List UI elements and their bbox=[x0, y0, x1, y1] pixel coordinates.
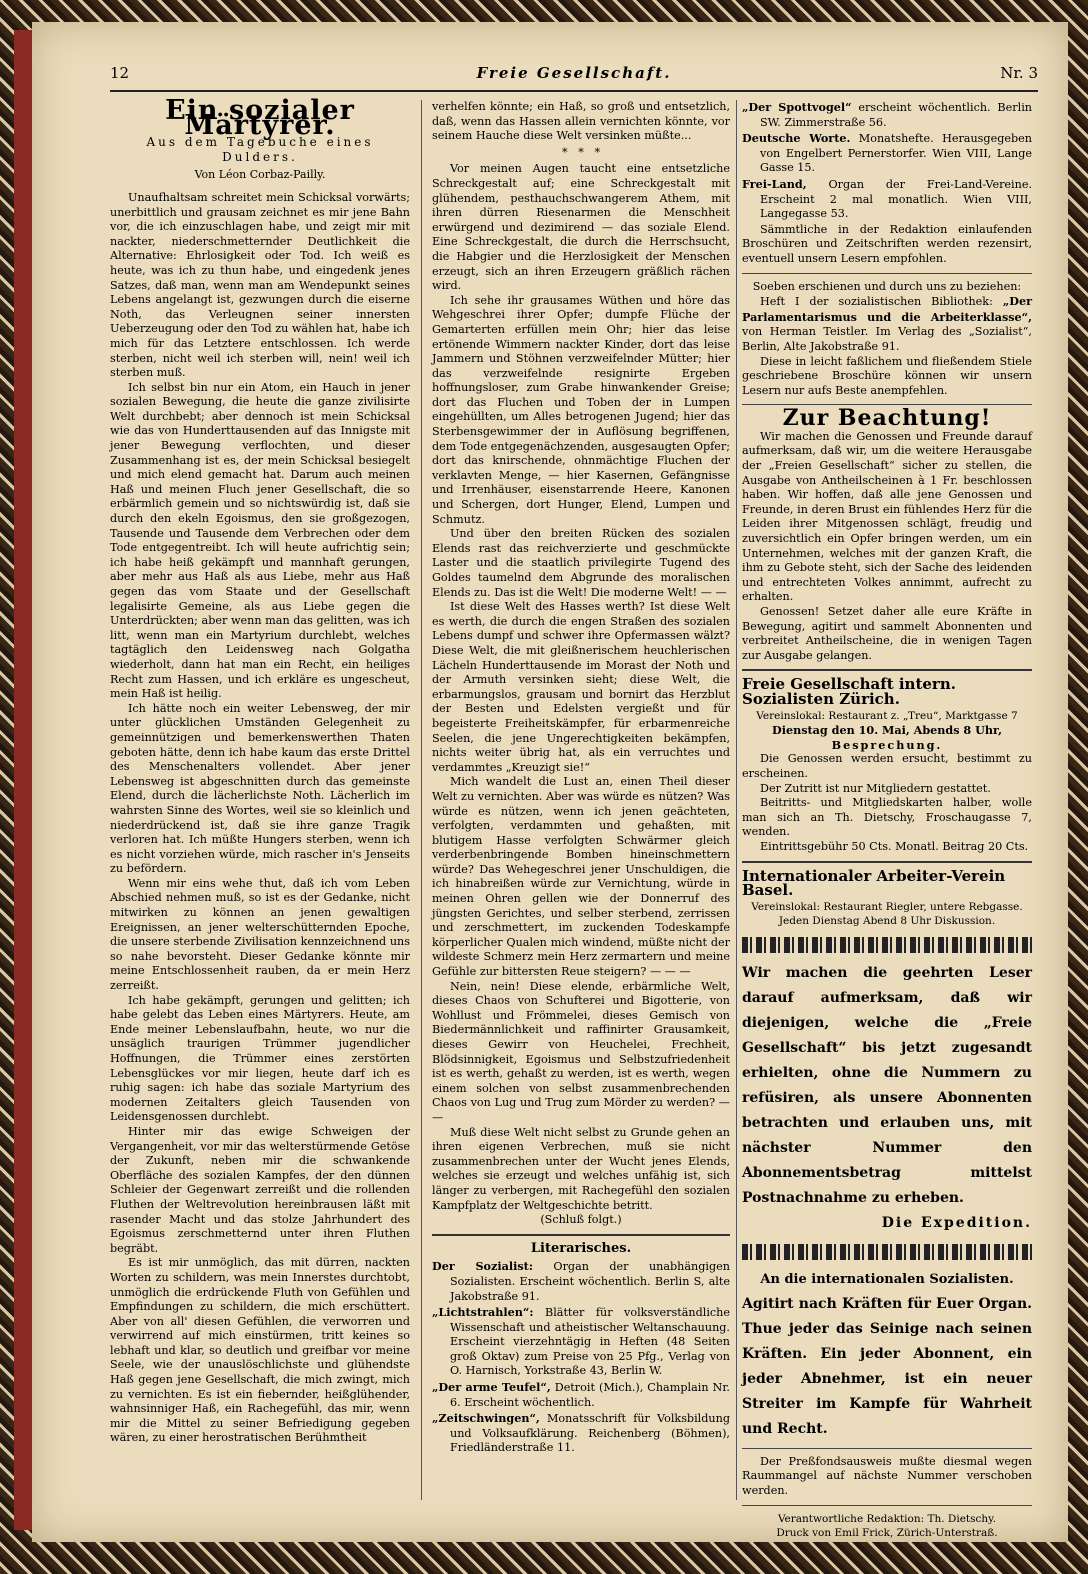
paragraph: Hinter mir das ewige Schweigen der Vergangenheit, vor mir das welterstürmende Getöse der Zukunft, neben mir die schwankende Oberfläche des sozialen Kampfes, der den dünnen Schleier der Gegenwart zerreißt und die rollenden Fluthen der Weltrevolution hereinbrausen läßt mit rasender Macht und das stolze Jahrhundert des Egoismus zerschmetternd unter ihren Fluthen begräbt. bbox=[110, 1124, 410, 1255]
paragraph: verhelfen könnte; ein Haß, so groß und entsetzlich, daß, wenn das Hassen allein vernichten könnte, vor seinem Hauche diese Welt versinken müßte... bbox=[432, 100, 730, 143]
meeting-text: Beitritts- und Mitgliedskarten halber, wolle man sich an Th. Dietschy, Froschaugasse 7, wenden. bbox=[742, 796, 1032, 839]
paragraph: Es ist mir unmöglich, das mit dürren, nackten Worten zu schildern, was mein Innerstes durchtobt, unmöglich die erdrückende Fluth von Gefühlen und Empfindungen zu schildern, die mich erschüttert. Aber von all' diesen Gefühlen, die verworren und verwirrend auf mich einstürmen, tritt keines so lebhaft und klar, so deutlich und greifbar vor meine Seele, wie der unauslöschlichste und glühendste Haß gegen jene Gesellschaft, die mich zwingt, mich zu vernichten. Es ist ein fiebernder, heißglühender, wahnsinniger Haß, ein Rachegefühl, das mir, wenn mir die Mittel zu seiner Befriedigung gegeben wären, zu einer herostratischen Berühmtheit bbox=[110, 1256, 410, 1445]
notice-text: Heft I der sozialistischen Bibliothek: „Der Parlamentarismus und die Arbeiterklasse“, von Herman Teistler. Im Verlag des „Sozialist“, Berlin, Alte Jakobstraße 91. bbox=[742, 294, 1032, 353]
notice-lead: Soeben erschienen und durch uns zu beziehen: bbox=[752, 279, 1022, 293]
paragraph: Mich wandelt die Lust an, einen Theil dieser Welt zu vernichten. Aber was würde es nützen? Was würde es nützen, wenn ich jenen geächteten, verfolgten, verdammten und gehaßten, mit blutigem Hasse verfolgten Schwärmer gleich verderbenbringende Bomben hineinschmettern würde? Das Wehegeschrei jener Unschuldigen, die ich hinabreißen würde zur Vernichtung, würde in meinen Ohren gellen wie der Donnerruf des jüngsten Gerichtes, und selber sterbend, zerrissen und zerschmettert, im zuckenden Todeskampfe körperlicher Qualen mich windend, müßte nicht der wildeste Schmerz mein Herz zermartern und meine Gefühle zur bittersten Reue steigern? — — — bbox=[432, 775, 730, 979]
expedition-signature: Die Expedition. bbox=[881, 1214, 1032, 1231]
separator-stars: * * * bbox=[561, 145, 601, 159]
literary-entry: „Zeitschwingen“, Monatsschrift für Volksbildung und Volksaufklärung. Reichenberg (Böhmen), Friedländerstraße 11. bbox=[432, 1411, 730, 1455]
paragraph: Wenn mir eins wehe thut, daß ich vom Leben Abschied nehmen muß, so ist es der Gedanke, nicht mitwirken zu können an jenen gewaltigen Ereignissen, an jener welterschütternden Epoche, die unsere sterbende Zivilisation kennzeichnend uns so nahe bevorsteht. Dieser Gedanke könnte mir meine Entschlossenheit rauben, da er mein Herz zerreißt. bbox=[110, 876, 410, 993]
paragraph: Unaufhaltsam schreitet mein Schicksal vorwärts; unerbittlich und grausam zeichnet es mir jene Bahn vor, die ich einzuschlagen habe, und zeigt mir mit nackter, niederschmetternder Deutlichkeit die Alternative: Ehrlosigkeit oder Tod. Ich weiß es heute, was ich zu thun habe, und eingedenk jenes Satzes, daß man, wenn man am Wendepunkt seines Lebens angelangt ist, gezwungen durch die eiserne Noth, das Verleugnen seiner innersten Ueberzeugung oder den Tod zu wählen hat, habe ich mich für das Letztere entschlossen. Ich werde sterben, nicht weil ich sterben will, nein! weil ich sterben muß. bbox=[110, 190, 411, 380]
divider bbox=[432, 1234, 730, 1236]
literary-entry: Deutsche Worte. Monatshefte. Herausgegeben von Engelbert Pernerstorfer. Wien VIII, Lange Gasse 15. bbox=[742, 131, 1032, 175]
literary-entry: Frei-Land, Organ der Frei-Land-Vereine. Erscheint 2 mal monatlich. Wien VIII, Langegasse 53. bbox=[742, 176, 1032, 221]
literary-entry: „Der Spottvogel“ erscheint wöchentlich. Berlin SW. Zimmerstraße 56. bbox=[742, 100, 1032, 129]
paragraph: Vor meinen Augen taucht eine entsetzliche Schreckgestalt auf; eine Schreckgestalt mit glühendem, pesthauchschwangerem Athem, mit ihren dürren Riesenarmen die Menschheit erwürgend und dezimirend — das soziale Elend. Eine Schreckgestalt, die durch die Herrschsucht, die Habgier und die Herzlosigkeit der Menschen erzeugt, sich an ihren Erzeugern gräßlich rächen wird. bbox=[432, 162, 730, 293]
paragraph: Ich selbst bin nur ein Atom, ein Hauch in jener sozialen Bewegung, die heute die ganze zivilisirte Welt durchbebt; aber dennoch ist mein Schicksal wie das von Hunderttausenden auf das Innigste mit jener Bewegung verflochten, und dieser Zusammenhang ist es, der mein Schicksal besiegelt und mich elend gemacht hat. Darum auch meinen Haß und meinen Fluch jener Gesellschaft, die so erbärmlich gemein und so nichtswürdig ist, daß sie durch den ekeln Egoismus, den sie großgezogen, Tausende und Tausende dem Verbrechen oder dem Tode entgegentreibt. Ich will heute aufrichtig sein; ich habe heiß gekämpft und mannhaft gerungen, aber mehr aus Haß als aus Liebe, mehr aus Haß gegen das vom Staate und der Gesellschaft legalisirte Gemeine, als aus Liebe gegen die Unterdrückten; aber wenn man das gelitten, was ich litt, wenn man ein Martyrium durchlebt, welches tagtäglich den Leidensweg nach Golgatha wiederholt, dann hat man ein Recht, ein heiliges Recht zum Hassen, und ich erkläre es ungescheut, mein Haß ist heilig. bbox=[110, 380, 410, 701]
divider bbox=[742, 861, 1032, 863]
basel-time: Jeden Dienstag Abend 8 Uhr Diskussion. bbox=[778, 915, 996, 928]
ornament-border bbox=[742, 937, 1032, 953]
divider bbox=[742, 1448, 1032, 1449]
header-rule bbox=[110, 90, 1038, 92]
meeting-text: Der Zutritt ist nur Mitgliedern gestattet. bbox=[760, 781, 991, 795]
basel-venue: Vereinslokal: Restaurant Riegler, untere Rebgasse. bbox=[751, 900, 1023, 913]
attention-text: Wir machen die Genossen und Freunde darauf aufmerksam, daß wir, um die weitere Herausgabe der „Freien Gesellschaft“ sicher zu stellen, die Ausgabe von Antheilscheinen à 1 Fr. beschlossen haben. Wir hoffen, daß alle jene Genossen und Freunde, in deren Brust ein fühlendes Herz für die Leiden ihrer Mitgenossen schlägt, freudig und zuversichtlich ein Opfer bringen werden, um ein Unternehmen, welches mit der ganzen Kraft, die ihm zu Gebote steht, sich der Sache des leidenden und entrechteten Volkes annimmt, aufrecht zu erhalten. bbox=[742, 429, 1032, 604]
meeting-topic: Besprechung. bbox=[831, 737, 943, 752]
literary-entry: Der Sozialist: Organ der unabhängigen Sozialisten. Erscheint wöchentlich. Berlin S, alte Jakobstraße 91. bbox=[432, 1259, 730, 1303]
paragraph: Ich hätte noch ein weiter Lebensweg, der mir unter glücklichen Umständen Gelegenheit zu gemeinnützigen und bemerkenswerthen Thaten geboten hätte, denn ich habe kaum das erste Drittel des Menschenalters vollendet. Aber jener Lebensweg ist abgeschnitten durch das gemeinste Elend, durch die lächerlichste Noth. Lächerlich im wahrsten Sinne des Wortes, weil sie so kleinlich und niederdrückend ist, daß sie ihre ganze Tragik verloren hat. Ich müßte Hungers sterben, wenn ich es nicht vorziehen würde, mich rascher in's Jenseits zu befördern. bbox=[110, 701, 410, 876]
page-number: 12 bbox=[110, 64, 130, 82]
ornament-border bbox=[742, 1244, 1032, 1260]
article-subtitle: Aus dem Tagebuche eines Dulders. bbox=[146, 135, 374, 164]
meeting-venue: Vereinslokal: Restaurant z. „Treu“, Marktgasse 7 bbox=[756, 709, 1018, 722]
column-1 bbox=[110, 95, 411, 1446]
paragraph: Ich sehe ihr grausames Wüthen und höre das Wehgeschrei ihrer Opfer; dumpfe Flüche der Gemarterten erfüllen mein Ohr; hier das leise ertönende Wimmern nackter Kinder, dort das leise Jammern und Stöhnen verzweifelnder Mütter; hier das verzweifelnde resignirte Ergeben hoffnungsloser, zum Grabe hinwankender Greise; dort das Fluchen und Toben der in Lumpen eingehüllten, um Alles betrogenen Jugend; hier das Sterbensgewimmer der in Auflösung begriffenen, dem Tode entgegenächzenden, ausgesaugten Opfer; dort das knirschende, ohnmächtige Fluchen der verklavten Menge, — hier Kasernen, Gefängnisse und Irrenhäuser, eisenstarrende Heere, Kanonen und Schergen, dort Hunger, Elend, Lumpen und Schmutz. bbox=[432, 293, 730, 526]
continued-note: (Schluß folgt.) bbox=[540, 1213, 622, 1227]
divider bbox=[742, 273, 1032, 274]
literary-heading: Literarisches. bbox=[530, 1240, 632, 1256]
paragraph: Muß diese Welt nicht selbst zu Grunde gehen an ihren eigenen Verbrechen, muß sie nicht zusammenbrechen unter der Wucht jenes Elends, welches sie erzeugt und welches unfähig ist, sich länger zu verbergen, mit Rachegefühl den sozialen Kampfplatz der Weltgeschichte betritt. bbox=[432, 1125, 730, 1212]
imprint-printer: Druck von Emil Frick, Zürich-Unterstraß. bbox=[776, 1527, 998, 1540]
appeal-heading: An die internationalen Sozialisten. bbox=[760, 1271, 1014, 1287]
meeting-date: Dienstag den 10. Mai, Abends 8 Uhr, bbox=[772, 723, 1002, 738]
meeting-heading: Freie Gesellschaft intern. Sozialisten Zürich. bbox=[742, 675, 956, 708]
notice-recommendation: Diese in leicht faßlichem und fließendem Stiele geschriebene Broschüre können wir unsern Lesern nur aufs Beste anempfehlen. bbox=[742, 354, 1032, 397]
basel-heading: Internationaler Arbeiter-Verein Basel. bbox=[742, 866, 1006, 900]
page-header bbox=[110, 64, 1038, 86]
issue-number: Nr. 3 bbox=[1000, 64, 1038, 82]
attention-heading: Zur Beachtung! bbox=[782, 405, 992, 432]
literary-entry: „Lichtstrahlen“: Blätter für volksverständliche Wissenschaft und atheistischer Weltanschauung. Erscheint vierzehntägig in Heften (48 Seiten groß Oktav) zum Preise von 25 Pfg., Verlag von O. Harnisch, Yorkstraße 43, Berlin W. bbox=[432, 1305, 731, 1378]
column-divider bbox=[736, 100, 737, 1500]
paragraph: Ist diese Welt des Hasses werth? Ist diese Welt es werth, die durch die engen Straßen des sozialen Lebens dumpf und schwer ihre Opfermassen wälzt? Diese Welt, die mit gleißnerischem heuchlerischen Lächeln Hunderttausende im Morast der Noth und der Armuth versinken sieht; diese Welt, die erbarmungslos, grausam und bornirt das Herzblut der Besten und Edelsten vergießt und für begeisterte Freiheitskämpfer, für erbarmenreiche Seelen, die jene Ungerechtigkeiten bekämpfen, nichts weiter übrig hat, als ein verruchtes und verdammtes „Kreuzigt sie!“ bbox=[432, 600, 730, 774]
paragraph: Ich habe gekämpft, gerungen und gelitten; ich habe gelebt das Leben eines Märtyrers. Heute, am Ende meiner Lebenslaufbahn, heute, wo nur die unsäglich traurigen Trümmer jugendlicher Hoffnungen, die Trümmer eines zerstörten Lebensglückes vor mir liegen, heute darf ich es ruhig sagen: ich habe das soziale Martyrium des modernen Zeitalters gleich Tausenden von Leidensgenossen durchlebt. bbox=[110, 993, 410, 1124]
divider bbox=[742, 669, 1032, 671]
column-3 bbox=[742, 100, 1032, 1541]
newspaper-title: Freie Gesellschaft. bbox=[476, 64, 672, 82]
article-byline: Von Léon Corbaz-Pailly. bbox=[194, 168, 326, 182]
meeting-text: Eintrittsgebühr 50 Cts. Monatl. Beitrag 20 Cts. bbox=[760, 839, 1029, 853]
appeal-text: Agitirt nach Kräften für Euer Organ. Thue jeder das Seinige nach seinen Kräften. Ein jeder Abonnent, ein jeder Abnehmer, ist ein neuer Streiter im Kampfe für Wahrheit und Recht. bbox=[742, 1295, 1032, 1437]
press-fund-note: Der Preßfondsausweis mußte diesmal wegen Raummangel auf nächste Nummer verschoben werden. bbox=[742, 1454, 1032, 1498]
literary-entry: „Der arme Teufel“, Detroit (Mich.), Champlain Nr. 6. Erscheint wöchentlich. bbox=[432, 1380, 730, 1409]
column-divider bbox=[421, 100, 422, 1500]
imprint-editor: Verantwortliche Redaktion: Th. Dietschy. bbox=[777, 1512, 997, 1525]
article-title: Ein sozialer Märtyrer. bbox=[165, 95, 355, 141]
expedition-notice: Wir machen die geehrten Leser darauf aufmerksam, daß wir diejenigen, welche die „Freie Gesellschaft“ bis jetzt zugesandt erhielten, ohne die Nummern zu refüsiren, als unsere Abonnenten betrachten und erlauben uns, mit nächster Nummer den Abonnementsbetrag mittelst Postnachnahme zu erheben. bbox=[742, 964, 1032, 1206]
paragraph: Nein, nein! Diese elende, erbärmliche Welt, dieses Chaos von Schufterei und Bigotterie, von Wohllust und Frömmelei, dieses Gemisch von Biedermännlichkeit und raffinirter Grausamkeit, dieses Gewirr von Heuchelei, Frechheit, Blödsinnigkeit, Egoismus und Selbstzufriedenheit ist es werth, gehaßt zu werden, ist es werth, wegen einem solchen von selbst zusammenbrechenden Chaos von Lug und Trug zum Mörder zu werden? — — bbox=[432, 979, 730, 1124]
paragraph: Und über den breiten Rücken des sozialen Elends rast das reichverzierte und geschmückte Laster und die staatlich privilegirte Tugend des Goldes taumelnd dem Abgrunde des moralischen Elends zu. Das ist die Welt! Die moderne Welt! — — bbox=[432, 527, 730, 599]
meeting-text: Die Genossen werden ersucht, bestimmt zu erscheinen. bbox=[742, 752, 1032, 780]
column-2 bbox=[432, 100, 730, 1457]
divider bbox=[742, 1505, 1032, 1506]
attention-text: Genossen! Setzet daher alle eure Kräfte in Bewegung, agitirt und sammelt Abonnenten und verbreitet Antheilscheine, die in wenigen Tagen zur Ausgabe gelangen. bbox=[742, 605, 1032, 662]
literary-note: Sämmtliche in der Redaktion einlaufenden Broschüren und Zeitschriften werden rezensirt, eventuell unsern Lesern empfohlen. bbox=[742, 222, 1032, 265]
